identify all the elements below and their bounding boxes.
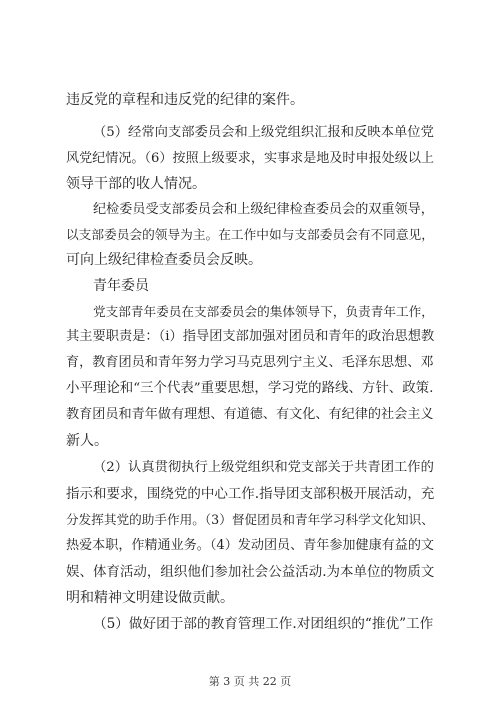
text-line: 明和精神文明建设做贡献。 [66,590,234,606]
text-line: 领导干部的收人情况。 [66,176,206,192]
text-line: 分发挥其党的助手作用。（3）督促团员和青年学习科学文化知识、 [66,512,434,527]
text-line: 小平理论和“三个代表”重要思想，学习党的路线、方针、政策. [66,381,434,396]
text-line: （2）认真贯彻执行上级党组织和党支部关于共青团工作的 [93,460,434,475]
text-line: 可向上级纪律检查委员会反映。 [66,252,262,268]
page-number-footer: 第 3 页 共 22 页 [208,675,292,688]
text-line: 新人。 [66,433,108,449]
text-line: 娱、体育活动，组织他们参加社会公益活动.为本单位的物质文 [66,564,435,580]
text-line: 教育团员和青年做有理想、有道德、有文化、有纪律的社会主义 [66,407,434,422]
text-line: （5）做好团于部的教育管理工作.对团组织的“推优”工作 [93,616,434,632]
text-line: 以支部委员会的领导为主。在工作中如与支部委员会有不同意见， [66,227,434,242]
text-line: （5）经常向支部委员会和上级党组织汇报和反映本单位党 [93,125,434,140]
text-line: 党支部青年委员在支部委员会的集体领导下，负责青年工作， [93,304,434,319]
text-line: 指示和要求，围绕党的中心工作.指导团支部积极开展活动，充 [66,486,435,502]
text-line: 纪检委员受支部委员会和上级纪律检查委员会的双重领导， [93,202,434,217]
text-line: 违反党的章程和违反党的纪律的案件。 [66,92,304,108]
text-line: 其主要职责是：（i）指导团支部加强对团员和青年的政治思想教 [66,329,435,344]
text-line: 热爱本职，作精通业务。（4）发动团员、青年参加健康有益的文 [66,538,434,553]
text-line: 风党纪情况。（6）按照上级要求，实事求是地及时申报处级以上 [66,151,434,166]
text-line: 育，教育团员和青年努力学习马克思列宁主义、毛泽东思想、邓 [66,355,434,370]
section-heading: 青年委员 [93,278,149,294]
